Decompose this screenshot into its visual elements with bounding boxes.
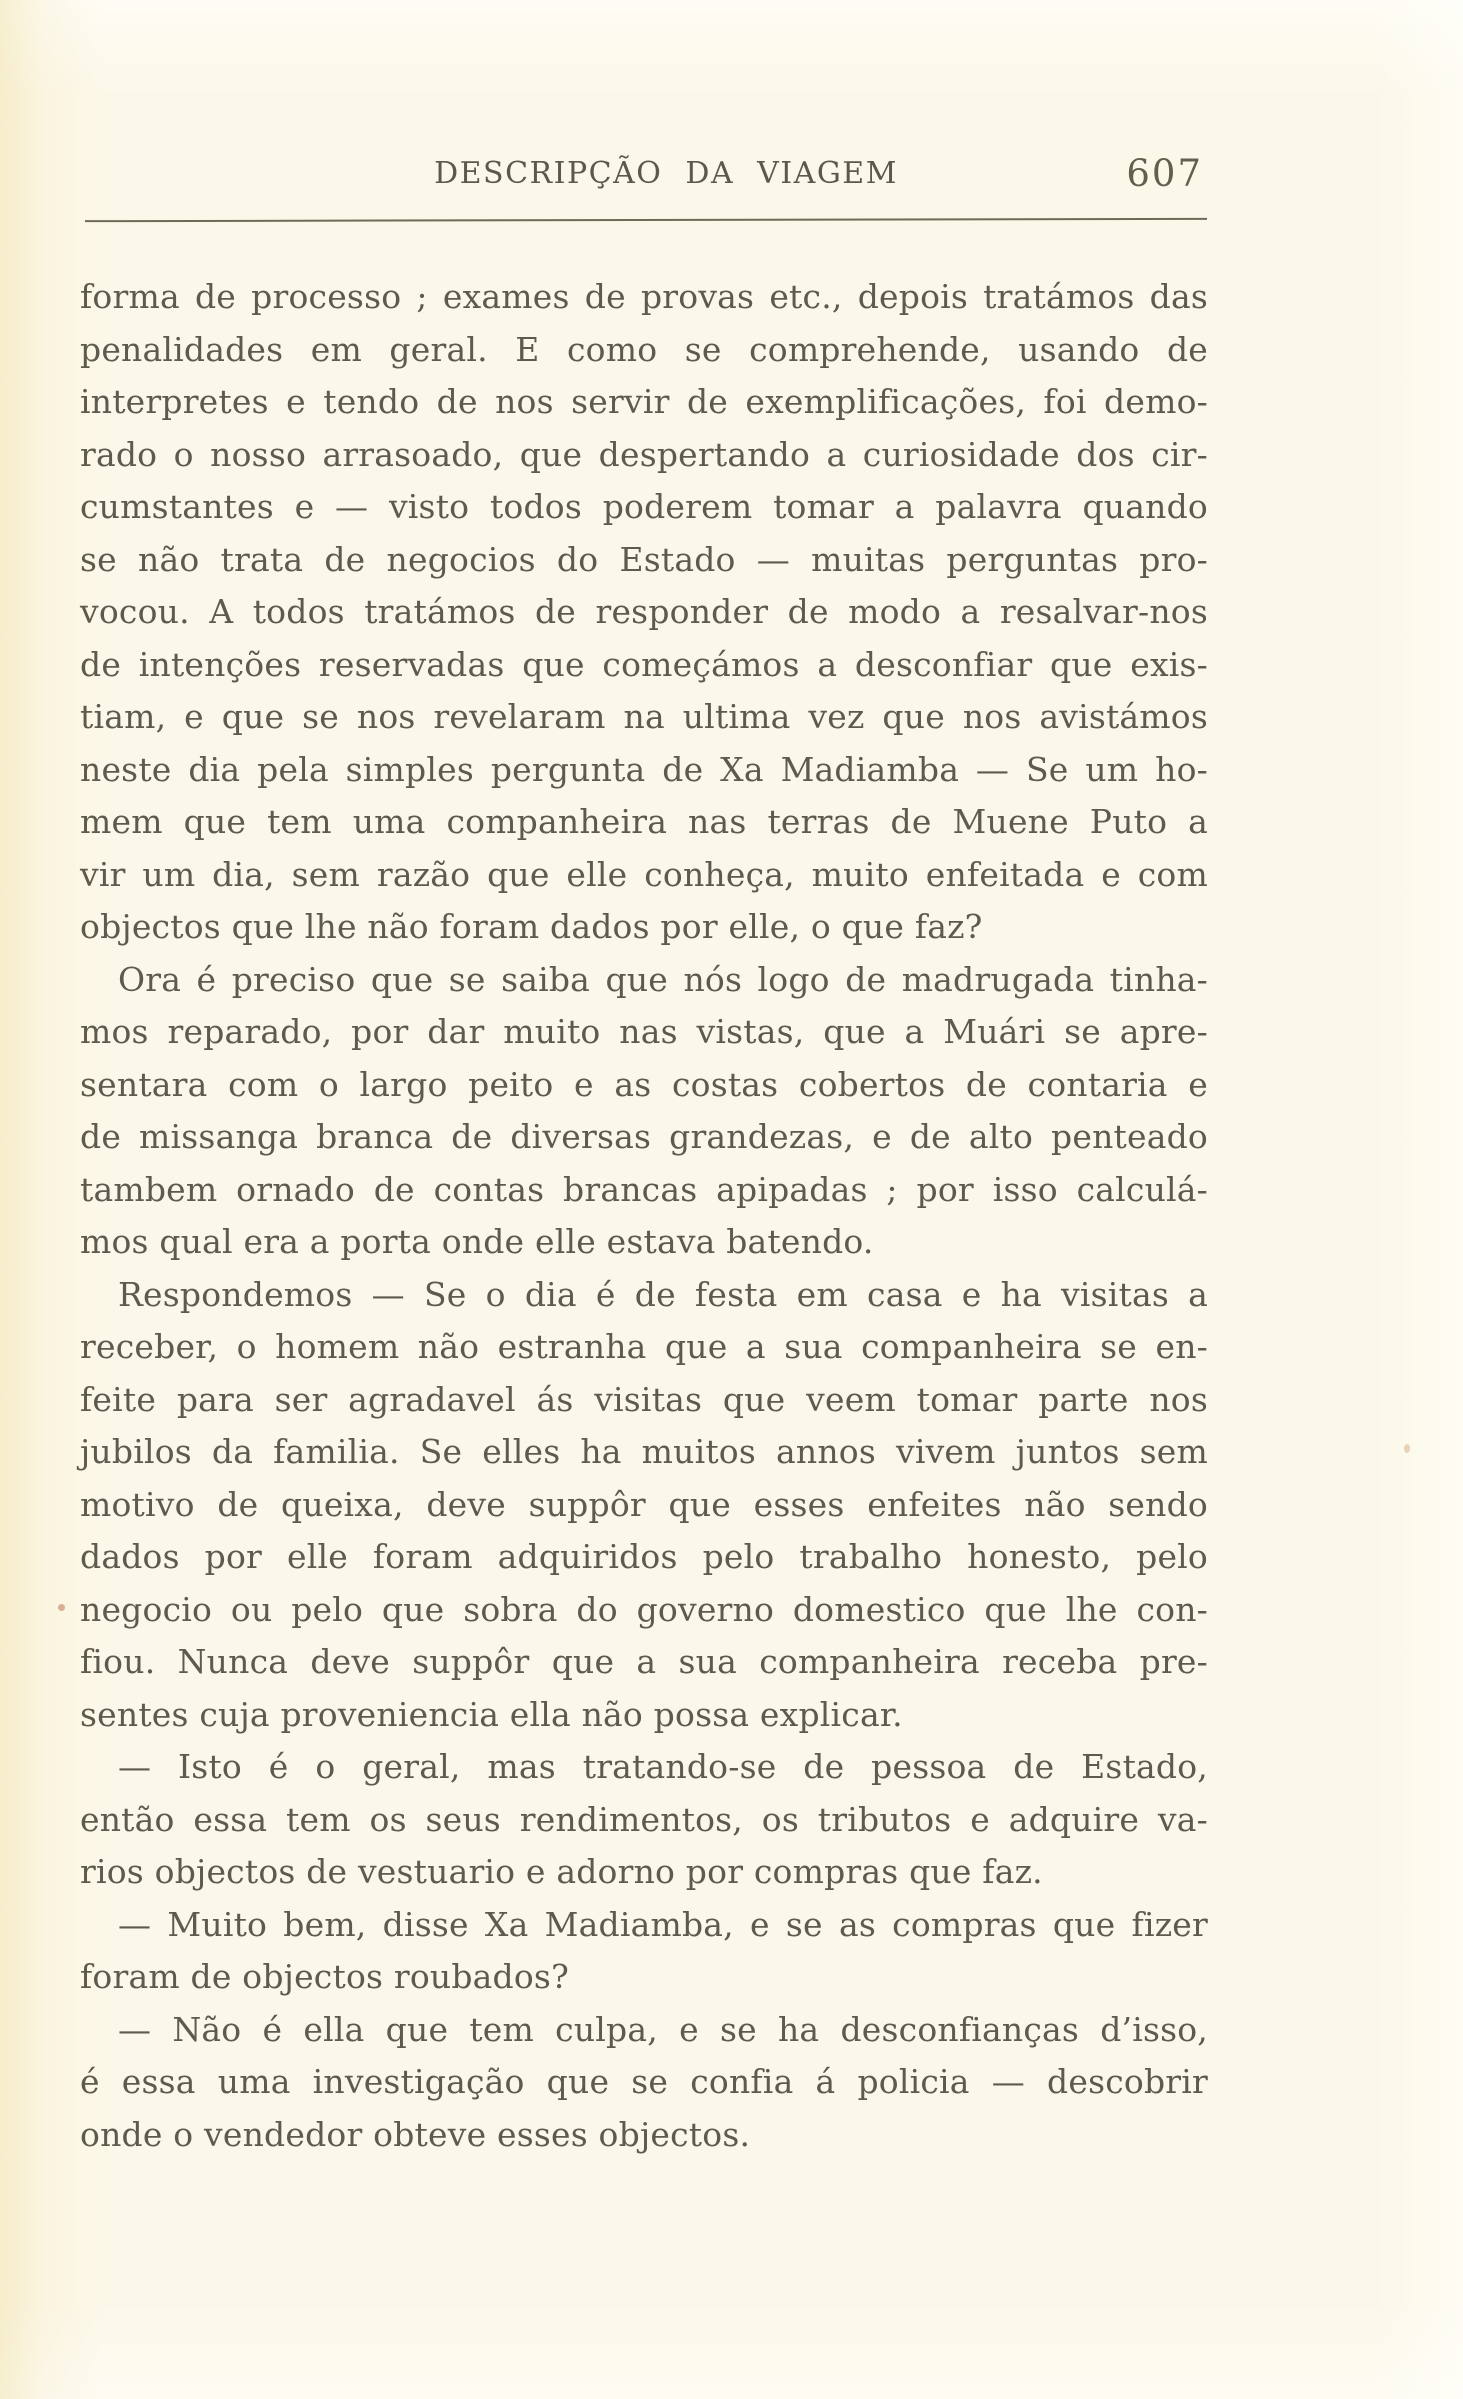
header-rule	[85, 218, 1207, 222]
text-line: onde o vendedor obteve esses objectos.	[80, 2114, 751, 2154]
text-line: dados por elle foram adquiridos pelo trabalho honesto, pelo	[80, 1537, 1208, 1576]
text-line: objectos que lhe não foram dados por elle, o que faz?	[80, 907, 983, 946]
text-line: jubilos da familia. Se elles ha muitos annos vivem juntos sem	[80, 1432, 1208, 1471]
text-line: rado o nosso arrasoado, que despertando a curiosidade dos cir-	[80, 434, 1208, 474]
text-line: rios objectos de vestuario e adorno por compras que faz.	[80, 1852, 1043, 1891]
text-line: Respondemos — Se o dia é de festa em casa e ha visitas a	[118, 1274, 1208, 1314]
paragraph	[80, 1899, 1208, 2004]
text-line: — Não é ella que tem culpa, e se ha desconfianças d’isso,	[118, 2009, 1208, 2049]
text-line: motivo de queixa, deve suppôr que esses enfeites não sendo	[80, 1484, 1208, 1524]
text-line: vocou. A todos tratámos de responder de modo a resalvar-nos	[80, 592, 1208, 631]
text-line: tambem ornado de contas brancas apipadas ; por isso calculá-	[80, 1169, 1208, 1209]
paragraph	[80, 1741, 1208, 1899]
paper-speck	[58, 1604, 65, 1611]
text-line: penalidades em geral. E como se comprehende, usando de	[80, 329, 1208, 369]
text-line: — Isto é o geral, mas tratando-se de pessoa de Estado,	[118, 1747, 1208, 1786]
text-line: se não trata de negocios do Estado — muitas perguntas pro-	[80, 539, 1208, 579]
text-line: feite para ser agradavel ás visitas que veem tomar parte nos	[80, 1379, 1208, 1419]
text-line: cumstantes e — visto todos poderem tomar a palavra quando	[80, 487, 1208, 526]
text-line: Ora é preciso que se saiba que nós logo de madrugada tinha-	[118, 959, 1208, 999]
text-line: foram de objectos roubados?	[80, 1957, 569, 1996]
paragraph	[80, 1269, 1208, 1742]
text-line: forma de processo ; exames de provas etc., depois tratámos das	[80, 277, 1208, 316]
paragraph	[80, 954, 1208, 1269]
text-line: mos qual era a porta onde elle estava batendo.	[80, 1222, 874, 1261]
text-line: mos reparado, por dar muito nas vistas, que a Muári se apre-	[80, 1012, 1208, 1051]
text-line: é essa uma investigação que se confia á policia — descobrir	[80, 2062, 1208, 2101]
text-line: então essa tem os seus rendimentos, os tributos e adquire va-	[80, 1799, 1208, 1839]
running-header	[75, 152, 1207, 202]
text-line: sentara com o largo peito e as costas cobertos de contaria e	[80, 1064, 1208, 1104]
header-title: DESCRIPÇÃO DA VIAGEM	[434, 156, 898, 191]
paper-speck	[1404, 1444, 1410, 1453]
paragraph	[80, 2004, 1208, 2162]
paragraph	[80, 271, 1208, 954]
text-block	[80, 271, 1208, 2161]
text-line: de intenções reservadas que começámos a desconfiar que exis-	[80, 644, 1208, 684]
text-line: mem que tem uma companheira nas terras de Muene Puto a	[80, 802, 1208, 841]
text-line: fiou. Nunca deve suppôr que a sua companheira receba pre-	[80, 1642, 1208, 1681]
text-line: negocio ou pelo que sobra do governo domestico que lhe con-	[80, 1589, 1208, 1629]
text-line: sentes cuja proveniencia ella não possa explicar.	[80, 1694, 903, 1734]
text-line: de missanga branca de diversas grandezas, e de alto penteado	[80, 1117, 1208, 1156]
text-line: receber, o homem não estranha que a sua companheira se en-	[80, 1327, 1208, 1366]
page-number: 607	[1126, 152, 1203, 195]
text-line: neste dia pela simples pergunta de Xa Madiamba — Se um ho-	[80, 749, 1208, 789]
text-line: vir um dia, sem razão que elle conheça, muito enfeitada e com	[80, 854, 1208, 894]
text-line: — Muito bem, disse Xa Madiamba, e se as compras que fizer	[118, 1904, 1208, 1944]
text-line: tiam, e que se nos revelaram na ultima vez que nos avistámos	[80, 697, 1208, 736]
text-line: interpretes e tendo de nos servir de exemplificações, foi demo-	[80, 382, 1208, 421]
